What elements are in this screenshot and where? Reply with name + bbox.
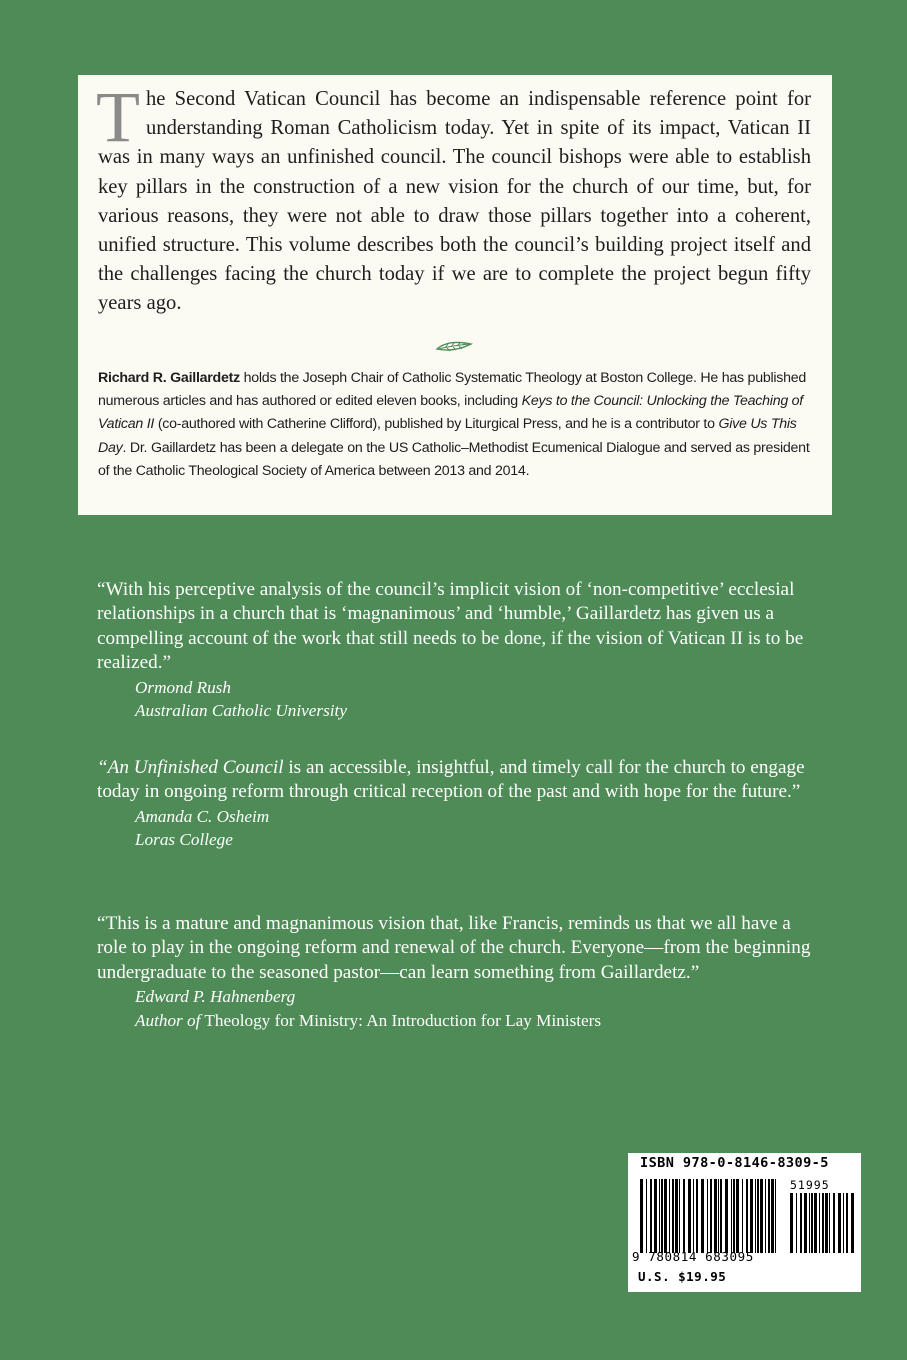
endorser-name: Amanda C. Osheim	[135, 806, 270, 826]
endorsement-text	[97, 756, 817, 805]
endorsement-osheim	[97, 756, 817, 852]
book-title: “An Unfinished Council	[97, 757, 284, 778]
leaf-ornament-icon	[98, 339, 811, 353]
price-code: 51995	[790, 1178, 830, 1192]
endorsement-body: is an accessible, insightful, and timely call for the church to engage today in ongoing reform through critical reception of the past and with hope for the future.”	[97, 757, 805, 803]
endorsement-rush	[97, 578, 817, 722]
affiliation-book: Theology for Ministry: An Introduction for Lay Ministers	[200, 1010, 602, 1030]
endorsement-text: “This is a mature and magnanimous vision that, like Francis, reminds us that we all have a role to play in the ongoing reform and renewal of the church. Everyone—from the beginning undergraduate to the seasoned pastor—can learn something from Gaillardetz.”	[97, 913, 811, 983]
description-panel	[78, 75, 832, 515]
isbn-text: ISBN 978-0-8146-8309-5	[640, 1155, 829, 1171]
bio-text-3: . Dr. Gaillardetz has been a delegate on the US Catholic–Methodist Ecumenical Dialogue and served as president of the Catholic Theological Society of America between 2013 and 2014.	[98, 439, 810, 480]
book-blurb	[96, 77, 811, 319]
endorser-affiliation: Loras College	[135, 830, 233, 850]
barcode-label	[628, 1153, 861, 1292]
price-text: U.S. $19.95	[638, 1269, 727, 1284]
endorser-affiliation	[97, 1009, 817, 1032]
ean-digits: 9 780814 683095	[632, 1249, 754, 1264]
author-bio	[98, 367, 811, 484]
endorsement-hahnenberg	[97, 912, 817, 1032]
book-title-give-us: Give Us This Day	[98, 416, 797, 456]
blurb-text: he Second Vatican Council has become an indispensable reference point for understanding Roman Catholicism today. Yet in spite of its impact, Vatican II was in many ways an unfinished council. The council bishops were able to establish key pillars in the construction of a new vision for the church of our time, but, for various reasons, they were not able to draw those pillars together into a coherent, unified structure. This volume describes both the council’s building project itself and the challenges facing the church today if we are to complete the project begun fifty years ago.	[98, 88, 811, 315]
drop-cap: T	[96, 77, 140, 157]
endorser-name: Ormond Rush	[135, 677, 231, 697]
book-title-keys: Keys to the Council: Unlocking the Teaching of Vatican II	[98, 393, 803, 433]
endorser-affiliation: Australian Catholic University	[135, 701, 347, 721]
affiliation-prefix: Author of	[135, 1010, 201, 1030]
endorsement-text: “With his perceptive analysis of the council’s implicit vision of ‘non-competitive’ ecclesial relationships in a church that is ‘magnanimous’ and ‘humble,’ Gaillardetz has given us a compelling account of the work that still needs to be done, if the vision of Vatican II is to be realized.”	[97, 579, 804, 674]
bio-text-1: holds the Joseph Chair of Catholic Systematic Theology at Boston College. He has published numerous articles and has authored or edited eleven books, including	[98, 369, 807, 410]
endorser-name: Edward P. Hahnenberg	[135, 987, 296, 1007]
author-name: Richard R. Gaillardetz	[98, 369, 240, 386]
bio-text-2: (co-authored with Catherine Clifford), published by Liturgical Press, and he is a contributor to	[154, 416, 719, 433]
